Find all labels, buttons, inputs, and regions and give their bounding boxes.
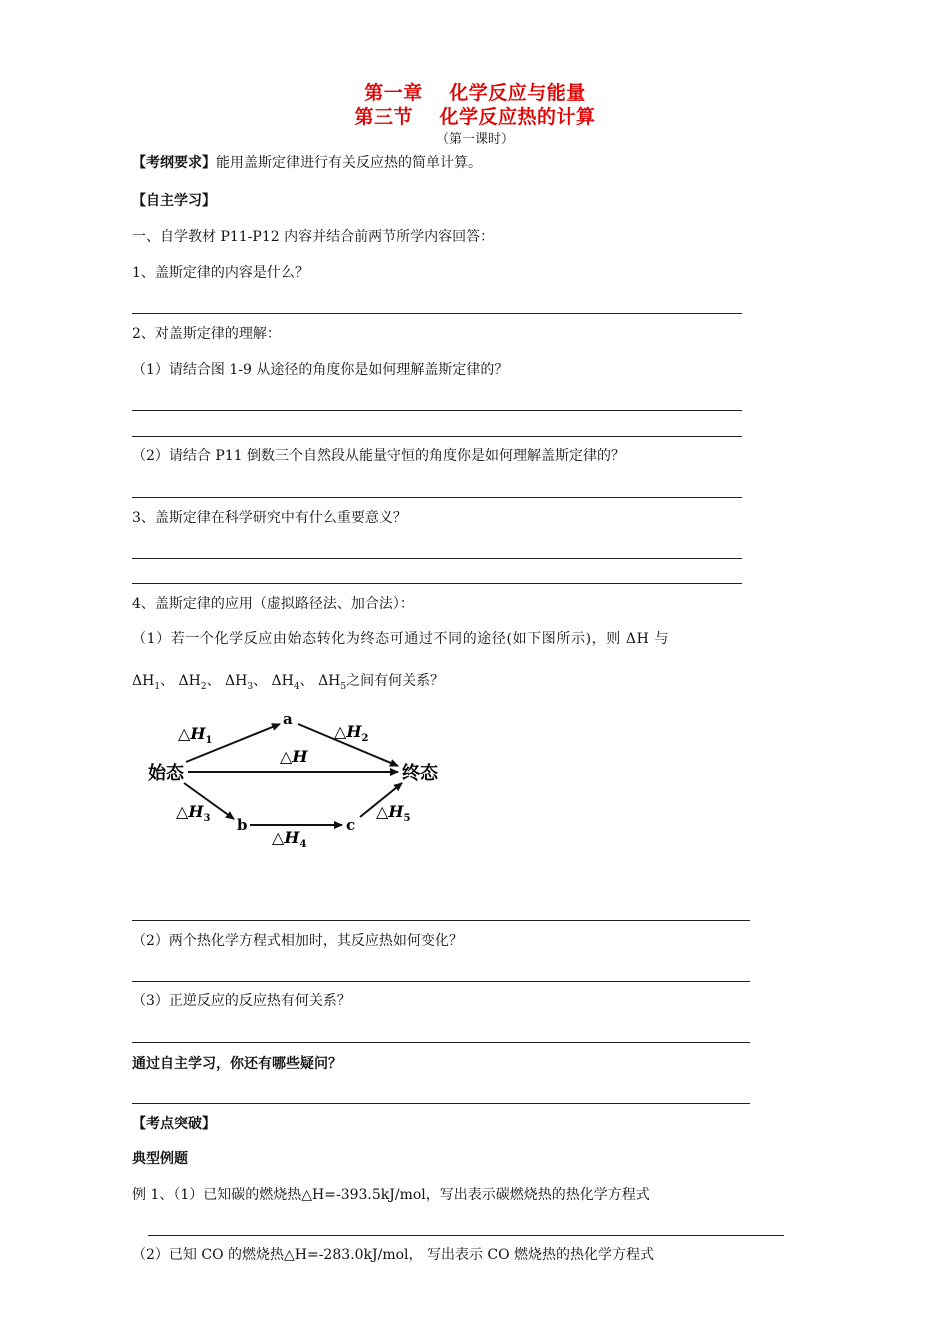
self-study-intro: 一、自学教材 P11-P12 内容并结合前两节所学内容回答：	[132, 229, 495, 245]
question-4-1-line2	[132, 670, 444, 692]
separator: 、	[299, 673, 314, 689]
label-delta-h5: $\triangle H_5$	[376, 802, 411, 824]
label-delta-h4: $\triangle H_4$	[272, 828, 307, 850]
separator: 、	[253, 673, 268, 689]
self-study-heading: 【自主学习】	[132, 193, 216, 209]
subscript: 3	[247, 681, 254, 692]
subscript: 1	[154, 681, 161, 692]
label-delta-h2: $\triangle H_2$	[334, 722, 369, 744]
question-4-3: （3）正逆反应的反应热有何关系？	[132, 993, 351, 1009]
requirement-text: 能用盖斯定律进行有关反应热的简单计算。	[216, 155, 482, 171]
subscript: 2	[200, 681, 207, 692]
subscript: 4	[293, 681, 300, 692]
label-delta-h3: $\triangle H_3$	[176, 802, 211, 824]
answer-line[interactable]	[132, 410, 742, 411]
label-delta-h1: $\triangle H_1$	[178, 724, 213, 746]
section-title: 第三节 化学反应热的计算	[354, 106, 596, 128]
node-c: c	[346, 816, 356, 834]
answer-line[interactable]	[132, 583, 742, 584]
question-3: 3、盖斯定律在科学研究中有什么重要意义？	[132, 510, 407, 526]
delta-h2-text: ΔH	[178, 673, 201, 689]
exam-heading: 【考点突破】	[132, 1116, 216, 1132]
delta-h1-text: ΔH	[132, 673, 155, 689]
node-end: 终态	[402, 763, 438, 784]
example-heading: 典型例题	[132, 1151, 188, 1167]
example-1-part-1: 例 1、（1）已知碳的燃烧热△H=-393.5kJ/mol，写出表示碳燃烧热的热化学方程式	[132, 1187, 650, 1203]
answer-line[interactable]	[132, 313, 742, 314]
delta-h4-text: ΔH	[271, 673, 294, 689]
answer-line[interactable]	[132, 1042, 750, 1043]
delta-h5-text: ΔH	[318, 673, 341, 689]
separator: 、	[160, 673, 175, 689]
question-1: 1、盖斯定律的内容是什么？	[132, 265, 309, 281]
hess-path-diagram	[130, 705, 450, 855]
node-start: 始态	[148, 763, 184, 784]
node-a: a	[283, 710, 293, 728]
answer-line[interactable]	[132, 981, 750, 982]
answer-line[interactable]	[132, 558, 742, 559]
answer-line[interactable]	[132, 497, 742, 498]
question-4-2: （2）两个热化学方程式相加时，其反应热如何变化？	[132, 933, 463, 949]
question-2: 2、对盖斯定律的理解：	[132, 326, 281, 342]
subscript: 5	[340, 681, 347, 692]
answer-line[interactable]	[132, 920, 750, 921]
requirement-line	[132, 152, 482, 172]
delta-h3-text: ΔH	[225, 673, 248, 689]
label-delta-h: △H	[280, 747, 308, 766]
separator: 、	[206, 673, 221, 689]
answer-line[interactable]	[132, 436, 742, 437]
node-b: b	[237, 816, 248, 834]
question-2-1: （1）请结合图 1-9 从途径的角度你是如何理解盖斯定律的？	[132, 362, 509, 378]
answer-line[interactable]	[148, 1235, 784, 1236]
question-4-1-line1: （1）若一个化学反应由始态转化为终态可通过不同的途径(如下图所示)，则 ΔH 与	[132, 631, 670, 647]
doubt-prompt: 通过自主学习，你还有哪些疑问？	[132, 1056, 342, 1072]
example-1-part-2: （2）已知 CO 的燃烧热△H=-283.0kJ/mol， 写出表示 CO 燃烧热的热化学方程式	[132, 1247, 655, 1263]
answer-line[interactable]	[132, 1103, 750, 1104]
question-2-2: （2）请结合 P11 倒数三个自然段从能量守恒的角度你是如何理解盖斯定律的？	[132, 448, 626, 464]
requirement-label: 【考纲要求】	[132, 155, 216, 171]
lesson-label: （第一课时）	[435, 132, 514, 147]
relation-question-tail: 之间有何关系？	[346, 673, 445, 689]
question-4: 4、盖斯定律的应用（虚拟路径法、加合法）：	[132, 596, 414, 612]
chapter-title: 第一章 化学反应与能量	[364, 82, 586, 104]
